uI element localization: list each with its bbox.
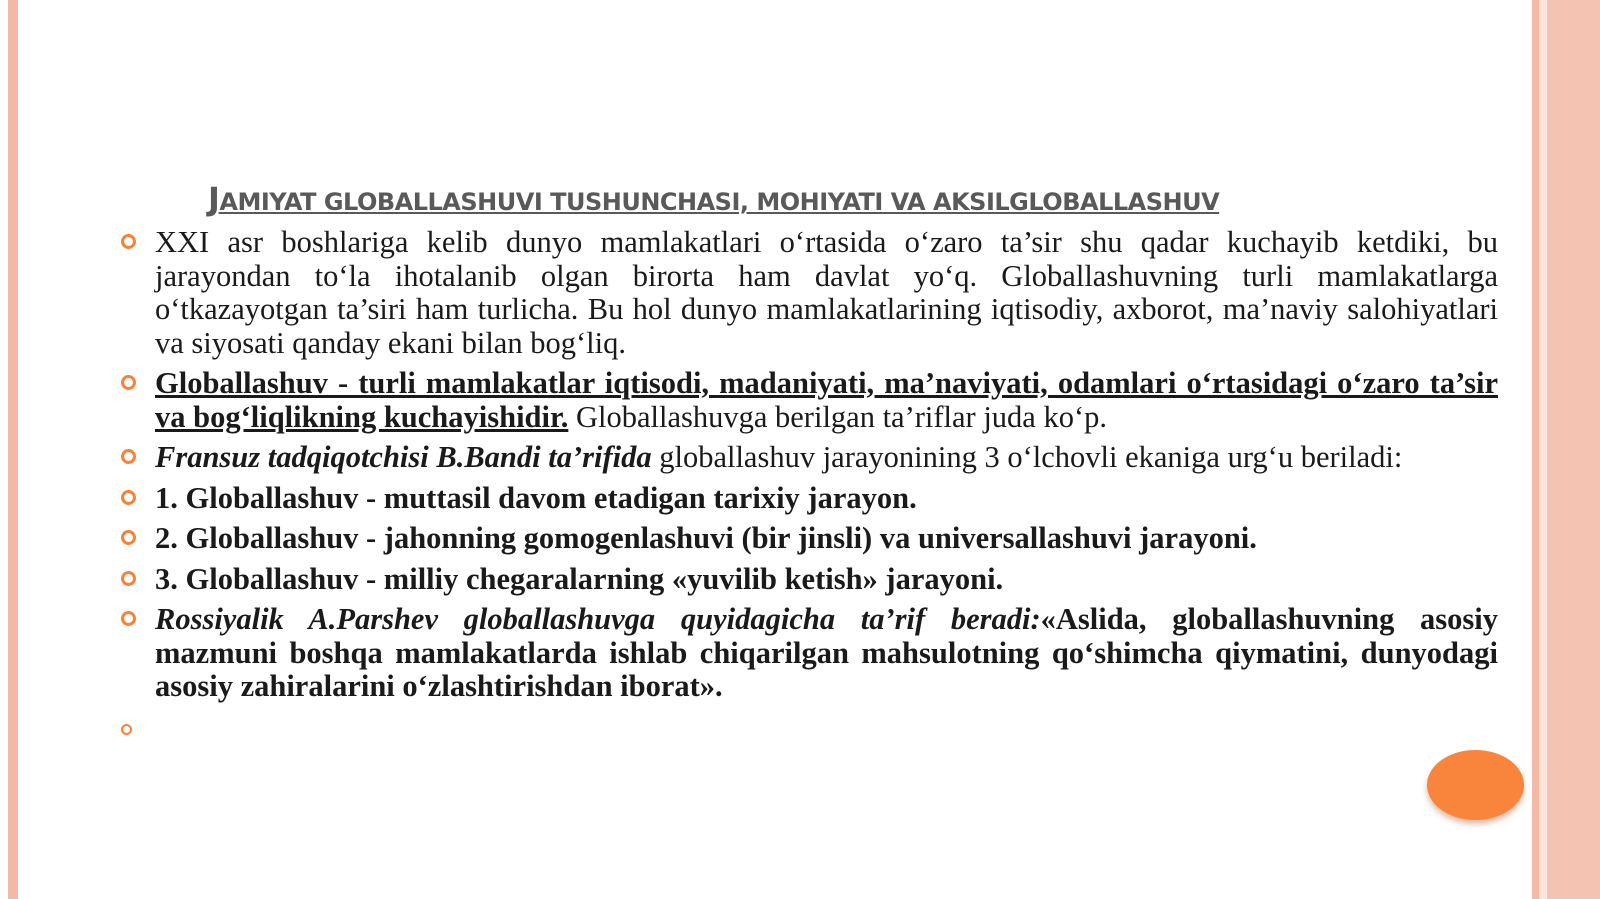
circle-bullet-icon: [121, 490, 136, 505]
list-item: [118, 603, 1498, 704]
circle-bullet-icon: [121, 234, 136, 249]
title-rest: AMIYAT GLOBALLASHUVI TUSHUNCHASI, MOHIYATI VA AKSILGLOBALLASHUV: [219, 188, 1220, 216]
circle-bullet-icon: [121, 530, 136, 545]
circle-bullet-icon: [121, 611, 136, 626]
list-item: [118, 441, 1498, 475]
right-border-gap: [1539, 0, 1547, 899]
orange-oval-decoration: [1427, 750, 1524, 820]
circle-bullet-icon: [121, 375, 136, 390]
list-item: [118, 482, 1498, 516]
slide-title: [208, 180, 1388, 218]
list-item: [118, 226, 1498, 360]
list-item: [118, 367, 1498, 434]
circle-bullet-icon: [121, 724, 132, 735]
item-text: XXI asr boshlariga kelib dunyo mamlakatlari o‘rtasida o‘zaro ta’sir shu qadar kuchayib ketdiki, bu jarayondan to‘la ihotalanib olgan birorta ham davlat yo‘q. Globallashuvning turli mamlakatlarga o‘tkazayotgan ta’siri ham turlicha. Bu hol dunyo mamlakatlarining iqtisodiy, axborot, ma’naviy salohiyatlari va siyosati qanday ekani bilan bog‘liq.: [155, 225, 1498, 360]
item-text: Globallashuvga berilgan ta’riflar juda ko‘p.: [568, 399, 1107, 434]
item-bold-text: 2. Globallashuv - jahonning gomogenlashuvi (bir jinsli) va universallashuvi jarayoni.: [155, 521, 1257, 555]
bullet-list: [118, 226, 1498, 751]
item-bold-text: 3. Globallashuv - milliy chegaralarning «yuvilib ketish» jarayoni.: [155, 561, 1004, 596]
right-border-thin-stripe: [1532, 0, 1539, 899]
item-bold-text: 1. Globallashuv - muttasil davom etadigan tarixiy jarayon.: [155, 480, 917, 515]
item-bold-italic-text: Fransuz tadqiqotchisi B.Bandi ta’rifida: [155, 440, 652, 474]
list-item: [118, 522, 1498, 556]
circle-bullet-icon: [121, 449, 136, 464]
item-bold-underlined-text: Globallashuv - turli mamlakatlar iqtisodi, madaniyati, ma’naviyati, odamlari o‘rtasidagi o‘zaro ta’sir va bog‘liqlikning kuchayishidir.: [155, 366, 1498, 434]
title-first-letter: J: [208, 180, 220, 218]
circle-bullet-icon: [121, 571, 136, 586]
empty-list-item: [118, 711, 1498, 745]
item-text: globallashuv jarayonining 3 o‘lchovli ekaniga urg‘u beriladi:: [651, 440, 1403, 474]
item-bold-italic-text: Rossiyalik A.Parshev globallashuvga quyidagicha ta’rif beradi:: [155, 602, 1041, 636]
list-item: [118, 563, 1498, 597]
item-bold-text: «Aslida, globallashuvning asosiy mazmuni boshqa mamlakatlarda ishlab chiqarilgan mahsulotning qo‘shimcha qiymatini, dunyodagi asosiy zahiralarini o‘zlashtirishdan iborat».: [155, 602, 1498, 703]
right-border-wide-stripe: [1547, 0, 1600, 899]
left-border-stripe: [8, 0, 18, 899]
